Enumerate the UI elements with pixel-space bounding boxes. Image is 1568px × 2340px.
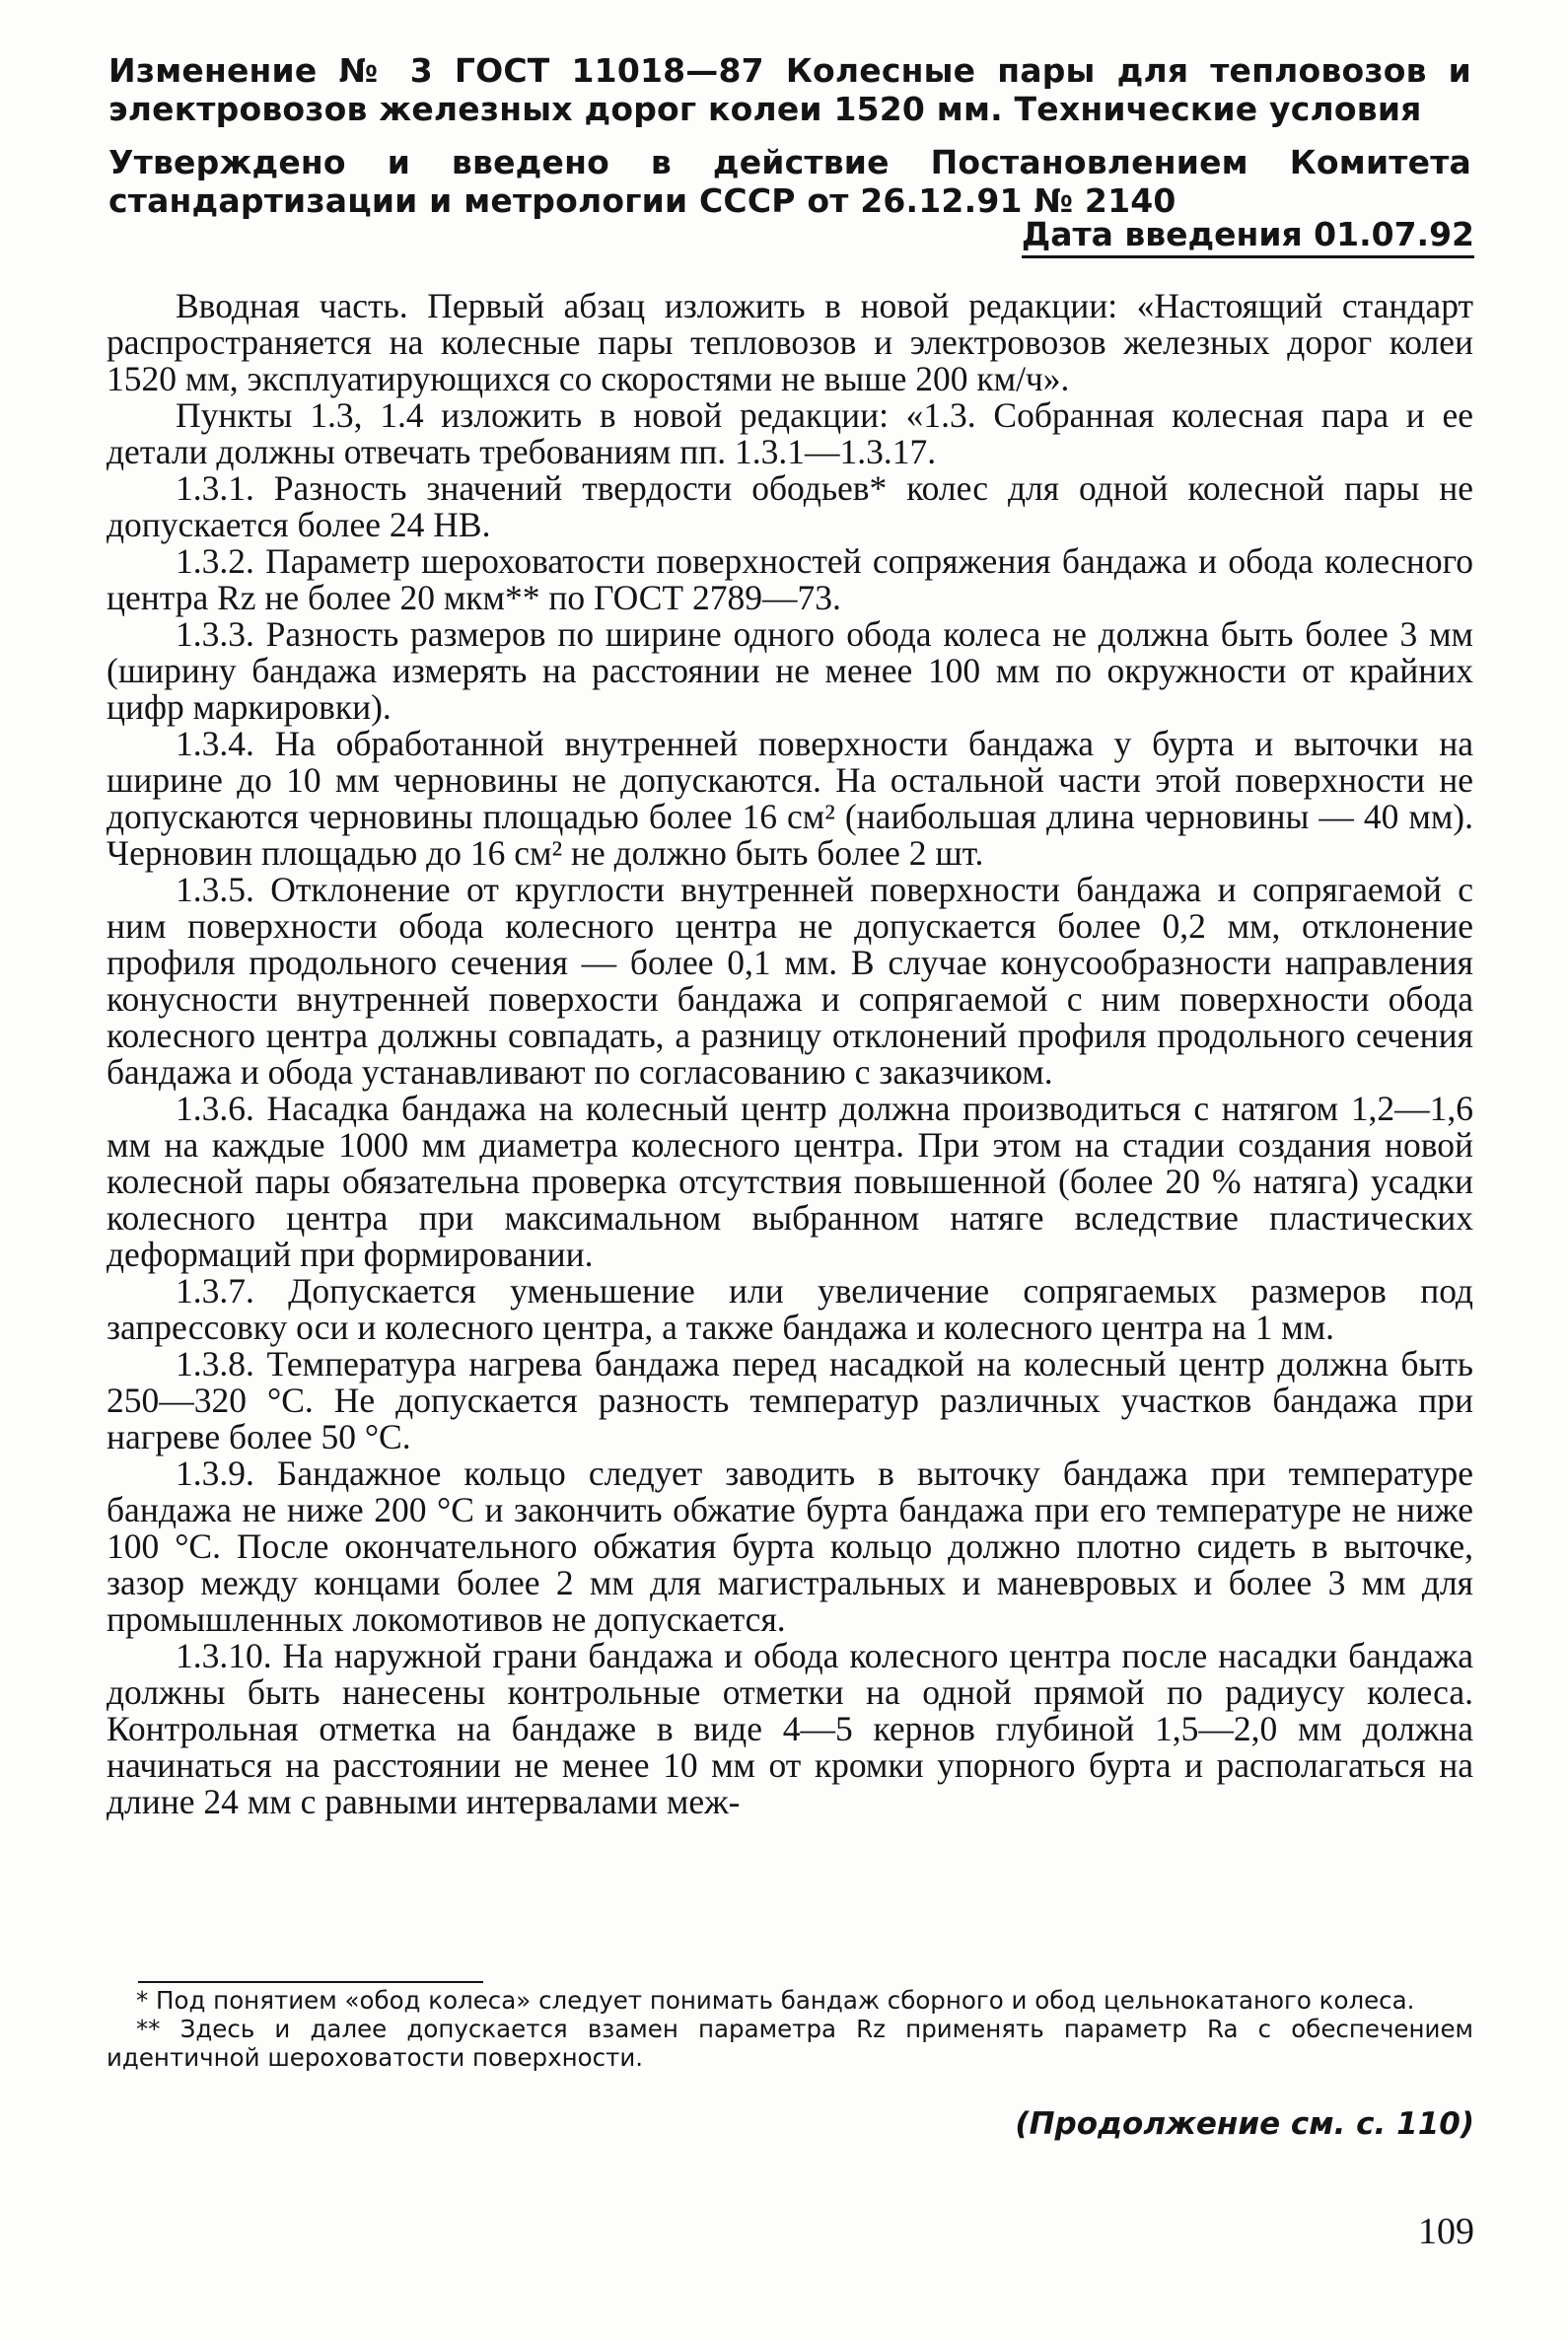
approval-statement: Утверждено и введено в действие Постановлением Комитета стандартизации и метрологии СССР от 26.12.91 № 2140 bbox=[108, 143, 1471, 220]
continuation-note: (Продолжение см. с. 110) bbox=[1015, 2106, 1474, 2142]
body-text bbox=[107, 288, 1473, 1820]
paragraph-1-3-3: 1.3.3. Разность размеров по ширине одного обода колеса не должна быть более 3 мм (ширину бандажа измерять на расстоянии не менее 100 мм по окружности от крайних цифр маркировки). bbox=[107, 614, 1473, 727]
paragraph-1-3-1: 1.3.1. Разность значений твердости ободьев* колес для одной колесной пары не допускается более 24 НВ. bbox=[107, 468, 1473, 544]
paragraph-1-3-5: 1.3.5. Отклонение от круглости внутренней поверхности бандажа и сопрягаемой с ним поверхности обода колесного центра не допускается более 0,2 мм, отклонение профиля продольного сечения — более 0,1 мм. В случае конусообразности направления конусности внутренней поверхости бандажа и сопрягаемой с ним поверхности обода колесного центра должны совпадать, а разницу отклонений профиля продольного сечения бандажа и обода устанавливают по согласованию с заказчиком. bbox=[107, 870, 1473, 1092]
footnotes bbox=[107, 1986, 1473, 2072]
paragraph-intro: Вводная часть. Первый абзац изложить в новой редакции: «Настоящий стандарт распространяется на колесные пары тепловозов и электровозов железных дорог колеи 1520 мм, эксплуатирующихся со скоростями не выше 200 км/ч». bbox=[107, 286, 1473, 398]
paragraph-1-3-10: 1.3.10. На наружной грани бандажа и обода колесного центра после насадки бандажа должны быть нанесены контрольные отметки на одной прямой по радиусу колеса. Контрольная отметка на бандаже в виде 4—5 кернов глубиной 1,5—2,0 мм должна начинаться на расстоянии не менее 10 мм от кромки упорного бурта и располагаться на длине 24 мм с равными интервалами меж- bbox=[107, 1636, 1473, 1821]
paragraph-1-3-9: 1.3.9. Бандажное кольцо следует заводить в выточку бандажа при температуре бандажа не ниже 200 °С и закончить обжатие бурта бандажа при его температуре не ниже 100 °С. После окончательного обжатия бурта кольцо должно плотно сидеть в выточке, зазор между концами более 2 мм для магистральных и маневровых и более 3 мм для промышленных локомотивов не допускается. bbox=[107, 1454, 1473, 1639]
effective-date: Дата введения 01.07.92 bbox=[1022, 215, 1474, 258]
footnote-2: ** Здесь и далее допускается взамен параметра Rz применять параметр Ra с обеспечением идентичной шероховатости поверхности. bbox=[107, 2015, 1473, 2072]
footnote-divider bbox=[138, 1981, 483, 1983]
paragraph-1-3-7: 1.3.7. Допускается уменьшение или увеличение сопрягаемых размеров под запрессовку оси и колесного центра, а также бандажа и колесного центра на 1 мм. bbox=[107, 1271, 1473, 1347]
paragraph-1-3-6: 1.3.6. Насадка бандажа на колесный центр должна производиться с натягом 1,2—1,6 мм на каждые 1000 мм диаметра колесного центра. При этом на стадии создания новой колесной пары обязательна проверка отсутствия повышенной (более 20 % натяга) усадки колесного центра при максимальном выбранном натяге вследствие пластических деформаций при формировании. bbox=[107, 1089, 1473, 1274]
paragraph-1-3-8: 1.3.8. Температура нагрева бандажа перед насадкой на колесный центр должна быть 250—320 °С. Не допускается разность температур различных участков бандажа при нагреве более 50 °С. bbox=[107, 1344, 1473, 1456]
paragraph-1-3-2: 1.3.2. Параметр шероховатости поверхностей сопряжения бандажа и обода колесного центра Rz не более 20 мкм** по ГОСТ 2789—73. bbox=[107, 541, 1473, 617]
footnote-1: * Под понятием «обод колеса» следует понимать бандаж сборного и обод цельнокатаного колеса. bbox=[136, 1986, 1415, 2015]
page-number: 109 bbox=[1418, 2211, 1474, 2252]
paragraph-1-3: Пункты 1.3, 1.4 изложить в новой редакции: «1.3. Собранная колесная пара и ее детали должны отвечать требованиям пп. 1.3.1—1.3.17. bbox=[107, 395, 1473, 471]
amendment-title: Изменение № 3 ГОСТ 11018—87 Колесные пары для тепловозов и электровозов железных дорог колеи 1520 мм. Технические условия bbox=[108, 51, 1471, 128]
paragraph-1-3-4: 1.3.4. На обработанной внутренней поверхности бандажа у бурта и выточки на ширине до 10 мм черновины не допускаются. На остальной части этой поверхности не допускаются черновины площадью более 16 см² (наибольшая длина черновины — 40 мм). Черновин площадью до 16 см² не должно быть более 2 шт. bbox=[107, 724, 1473, 873]
